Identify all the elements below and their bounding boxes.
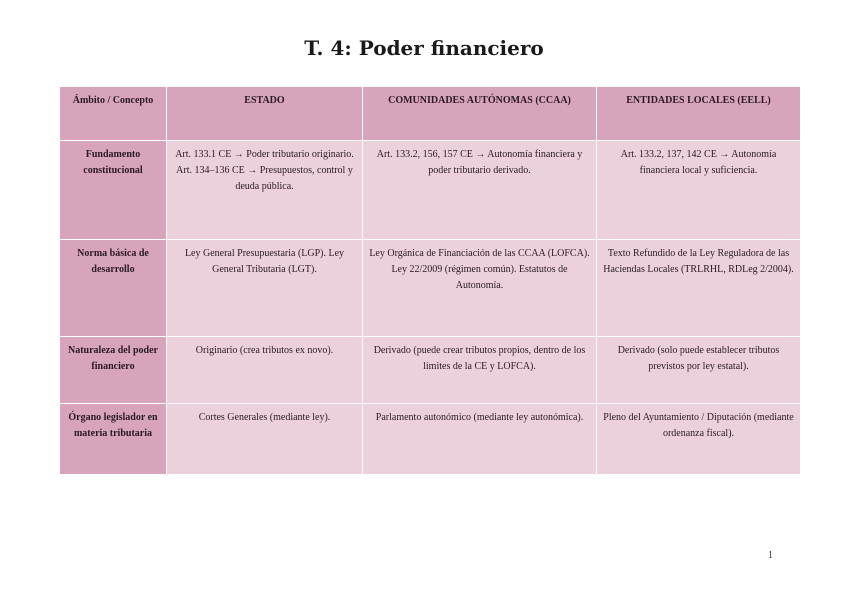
header-ambito: Ámbito / Concepto bbox=[60, 87, 167, 141]
cell-estado: Cortes Generales (mediante ley). bbox=[167, 404, 363, 475]
table-row bbox=[60, 404, 801, 475]
page-title: T. 4: Poder financiero bbox=[304, 36, 544, 60]
header-row bbox=[60, 87, 801, 141]
table-row bbox=[60, 337, 801, 404]
cell-estado: Ley General Presupuestaria (LGP). Ley General Tributaria (LGT). bbox=[167, 240, 363, 337]
cell-eell: Texto Refundido de la Ley Reguladora de las Haciendas Locales (TRLRHL, RDLeg 2/2004). bbox=[597, 240, 801, 337]
cell-eell: Art. 133.2, 137, 142 CE → Autonomía financiera local y suficiencia. bbox=[597, 141, 801, 240]
row-label: Fundamento constitucional bbox=[60, 141, 167, 240]
row-label: Naturaleza del poder financiero bbox=[60, 337, 167, 404]
row-label: Órgano legislador en materia tributaria bbox=[60, 404, 167, 475]
comparison-table bbox=[59, 86, 801, 475]
header-estado: ESTADO bbox=[167, 87, 363, 141]
row-label: Norma básica de desarrollo bbox=[60, 240, 167, 337]
cell-ccaa: Parlamento autonómico (mediante ley autonómica). bbox=[363, 404, 597, 475]
cell-ccaa: Derivado (puede crear tributos propios, dentro de los límites de la CE y LOFCA). bbox=[363, 337, 597, 404]
cell-ccaa: Art. 133.2, 156, 157 CE → Autonomía financiera y poder tributario derivado. bbox=[363, 141, 597, 240]
table-row bbox=[60, 240, 801, 337]
cell-eell: Pleno del Ayuntamiento / Diputación (mediante ordenanza fiscal). bbox=[597, 404, 801, 475]
header-ccaa: COMUNIDADES AUTÓNOMAS (CCAA) bbox=[363, 87, 597, 141]
header-eell: ENTIDADES LOCALES (EELL) bbox=[597, 87, 801, 141]
cell-estado: Originario (crea tributos ex novo). bbox=[167, 337, 363, 404]
table-row bbox=[60, 141, 801, 240]
cell-ccaa: Ley Orgánica de Financiación de las CCAA (LOFCA). Ley 22/2009 (régimen común). Estatutos de Autonomía. bbox=[363, 240, 597, 337]
cell-estado: Art. 133.1 CE → Poder tributario originario. Art. 134–136 CE → Presupuestos, control y deuda pública. bbox=[167, 141, 363, 240]
page-number: 1 bbox=[768, 550, 773, 561]
cell-eell: Derivado (solo puede establecer tributos previstos por ley estatal). bbox=[597, 337, 801, 404]
